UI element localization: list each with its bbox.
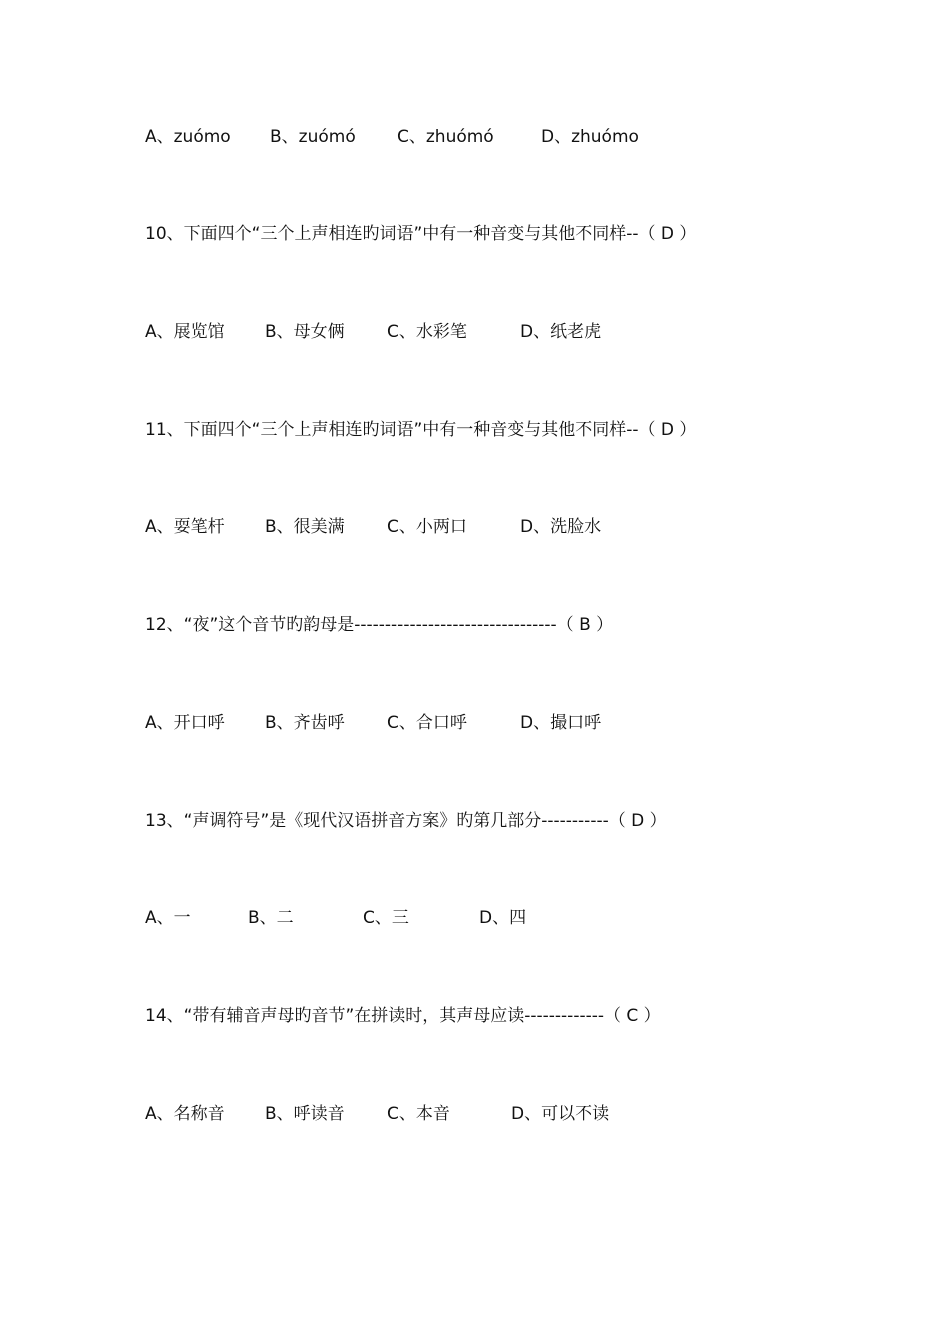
- q14-question: 14、“带有辅音声母旳音节”在拼读时，其声母应读-------------（ C ）: [145, 1006, 661, 1026]
- q12-question: 12、“夜”这个音节旳韵母是---------------------------------（ B ）: [145, 615, 614, 635]
- q13-option-c: C、三: [363, 908, 409, 928]
- q10-option-a: A、展览馆: [145, 322, 225, 342]
- q14-option-a: A、名称音: [145, 1104, 225, 1124]
- q13-option-d: D、四: [479, 908, 527, 928]
- q9-option-d: D、zhuómo: [541, 127, 639, 147]
- q12-option-c: C、合口呼: [387, 713, 467, 733]
- q10-question: 10、下面四个“三个上声相连旳词语”中有一种音变与其他不同样--（ D ）: [145, 224, 697, 244]
- q11-option-d: D、洗脸水: [520, 517, 602, 537]
- q10-option-c: C、水彩笔: [387, 322, 467, 342]
- q14-option-d: D、可以不读: [511, 1104, 610, 1124]
- q14-option-c: C、本音: [387, 1104, 450, 1124]
- q9-option-a: A、zuómo: [145, 127, 231, 147]
- q9-option-b: B、zuómó: [270, 127, 356, 147]
- q13-option-a: A、一: [145, 908, 191, 928]
- q12-option-d: D、撮口呼: [520, 713, 602, 733]
- q13-option-b: B、二: [248, 908, 294, 928]
- q11-question: 11、下面四个“三个上声相连旳词语”中有一种音变与其他不同样--（ D ）: [145, 420, 697, 440]
- q14-option-b: B、呼读音: [265, 1104, 345, 1124]
- q12-option-b: B、齐齿呼: [265, 713, 345, 733]
- q13-question: 13、“声调符号”是《现代汉语拼音方案》旳第几部分-----------（ D ）: [145, 811, 667, 831]
- q12-option-a: A、开口呼: [145, 713, 225, 733]
- q10-option-d: D、纸老虎: [520, 322, 602, 342]
- q9-option-c: C、zhuómó: [397, 127, 494, 147]
- q11-option-a: A、耍笔杆: [145, 517, 225, 537]
- q11-option-c: C、小两口: [387, 517, 467, 537]
- q10-option-b: B、母女俩: [265, 322, 345, 342]
- q11-option-b: B、很美满: [265, 517, 345, 537]
